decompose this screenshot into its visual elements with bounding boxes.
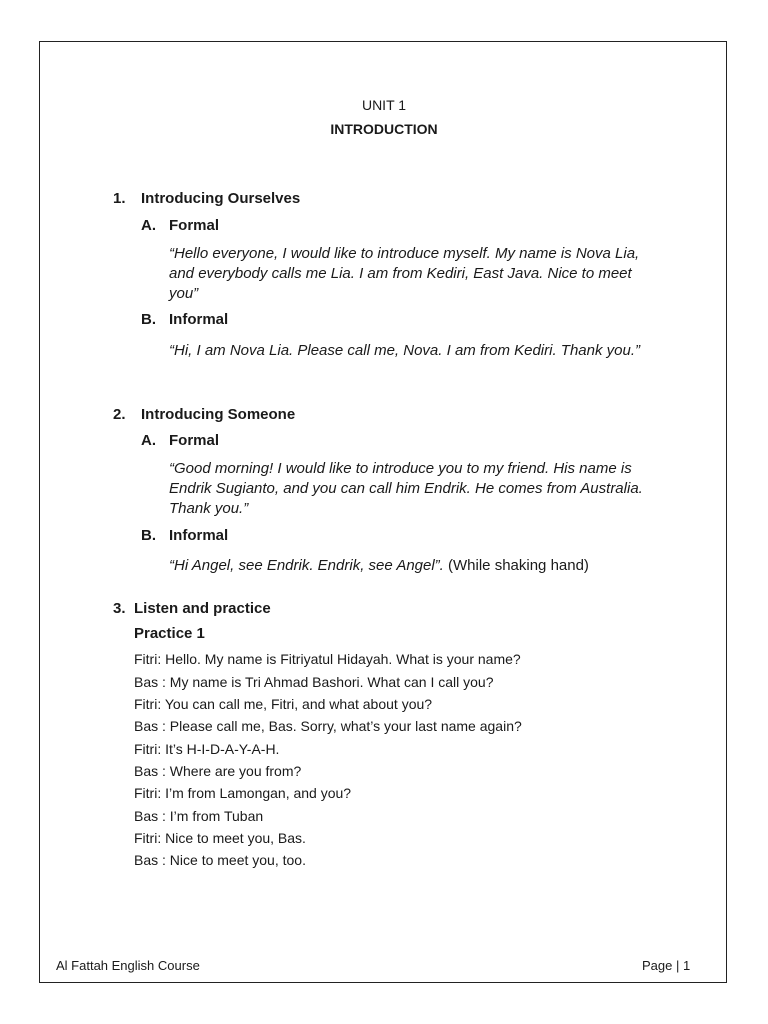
dialog-line: Fitri: Hello. My name is Fitriyatul Hidayah. What is your name? — [134, 651, 521, 667]
section-1a-letter: A. — [141, 217, 156, 234]
section-2-heading: Introducing Someone — [141, 406, 296, 423]
section-1a-text: “Hello everyone, I would like to introduce myself. My name is Nova Lia, and everybody calls me Lia. I am from Kediri, East Java. Nice to meet you” — [169, 245, 640, 302]
section-2a-letter: A. — [141, 432, 156, 449]
unit-number: UNIT 1 — [361, 97, 407, 113]
practice-label: Practice 1 — [134, 625, 205, 642]
footer-page-number: Page | 1 — [642, 958, 691, 973]
dialog-line: Bas : I’m from Tuban — [134, 808, 264, 824]
dialog-line: Fitri: It’s H-I-D-A-Y-A-H. — [134, 741, 280, 757]
section-1b-label: Informal — [169, 311, 229, 328]
section-2a-text: “Good morning! I would like to introduce you to my friend. His name is Endrik Sugianto, and you can call him Endrik. He comes from Australia. Thank you.” — [169, 460, 643, 517]
section-2b-letter: B. — [141, 527, 156, 544]
section-3-number: 3. — [113, 600, 126, 617]
section-2a-label: Formal — [169, 432, 220, 449]
section-2-number: 2. — [113, 406, 126, 423]
dialog-line: Fitri: I’m from Lamongan, and you? — [134, 785, 352, 801]
section-1-number: 1. — [113, 190, 126, 207]
section-3-heading: Listen and practice — [134, 600, 271, 617]
section-1b-text: “Hi, I am Nova Lia. Please call me, Nova. I am from Kediri. Thank you.” — [169, 342, 640, 359]
dialog-line: Fitri: Nice to meet you, Bas. — [134, 830, 306, 846]
section-1b-letter: B. — [141, 311, 156, 328]
section-2b-label: Informal — [169, 527, 229, 544]
dialog-line: Bas : Nice to meet you, too. — [134, 852, 306, 868]
dialog-line: Bas : Where are you from? — [134, 763, 302, 779]
section-1-heading: Introducing Ourselves — [141, 190, 301, 207]
dialog-line: Fitri: You can call me, Fitri, and what about you? — [134, 696, 433, 712]
section-2b-note: (While shaking hand) — [443, 557, 589, 574]
dialog-line: Bas : Please call me, Bas. Sorry, what’s your last name again? — [134, 718, 522, 734]
dialog-line: Bas : My name is Tri Ahmad Bashori. What can I call you? — [134, 674, 494, 690]
section-1a-label: Formal — [169, 217, 220, 234]
footer-course-name: Al Fattah English Course — [56, 958, 200, 973]
section-2b-line — [169, 556, 649, 576]
section-2b-quote: “Hi Angel, see Endrik. Endrik, see Angel”. — [169, 557, 444, 574]
unit-topic: INTRODUCTION — [330, 121, 438, 137]
